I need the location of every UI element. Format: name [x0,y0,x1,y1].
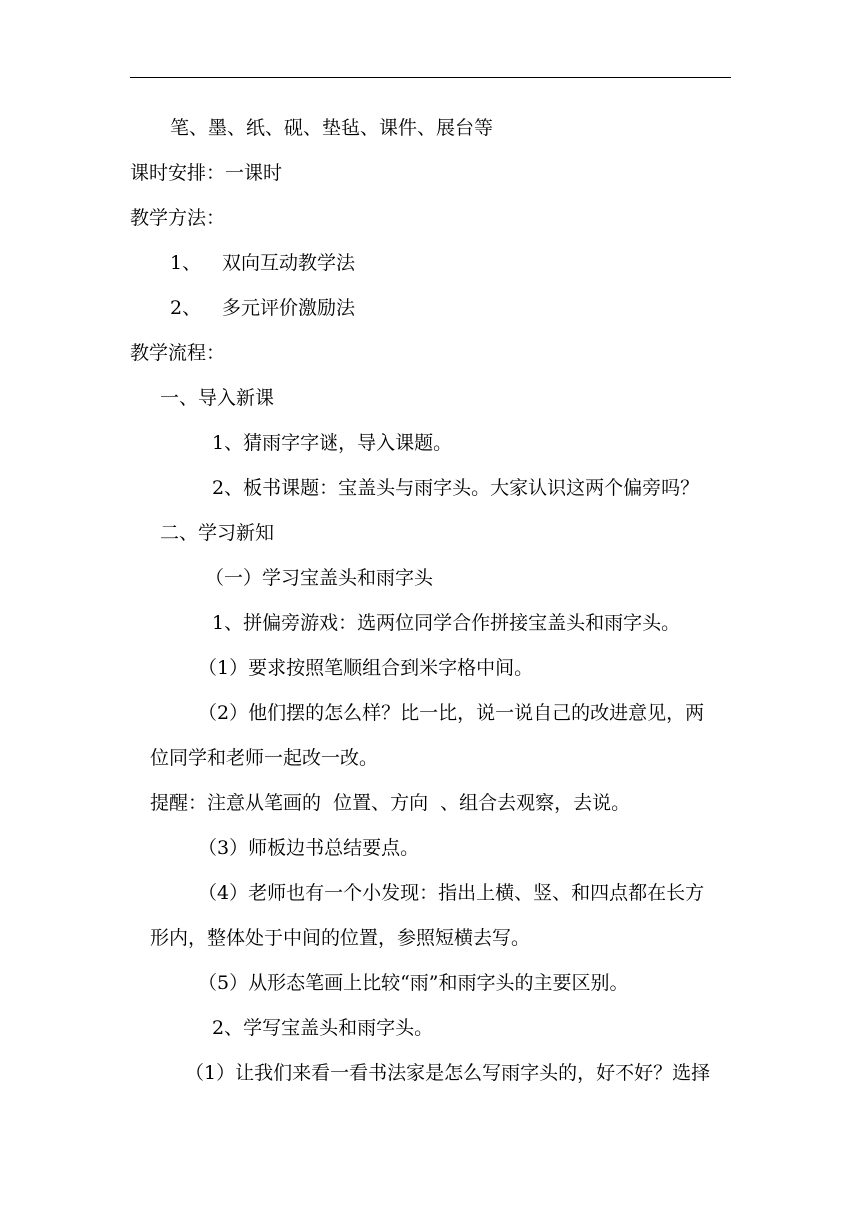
method-item [170,250,355,276]
process-heading: 教学流程： [130,342,226,364]
header-rule [130,77,731,78]
tip-line: 提醒：注意从笔画的 位置、方向 、组合去观察，去说。 [150,792,631,814]
section-heading: 二、学习新知 [160,522,275,544]
paragraph: 2、板书课题：宝盖头与雨字头。大家认识这两个偏旁吗？ [212,477,700,499]
section-heading: 一、导入新课 [160,387,275,409]
paragraph: 1、拼偏旁游戏：选两位同学合作拼接宝盖头和雨字头。 [212,612,681,634]
paragraph: （1）要求按照笔顺组合到米字格中间。 [198,657,534,679]
method-number: 2、 [170,297,202,319]
subsection-heading: （一）学习宝盖头和雨字头 [205,567,434,589]
paragraph: （1）让我们来看一看书法家是怎么写雨字头的，好不好？选择 [185,1062,711,1084]
materials-line: 笔、墨、纸、砚、垫毡、课件、展台等 [170,117,494,139]
paragraph: （5）从形态笔画上比较“雨”和雨字头的主要区别。 [198,972,629,994]
method-text: 多元评价激励法 [222,297,356,319]
method-heading: 教学方法： [130,207,226,229]
paragraph: （4）老师也有一个小发现：指出上横、竖、和四点都在长方 [198,882,705,904]
paragraph: 1、猜雨字字谜，导入课题。 [212,432,453,454]
paragraph-continuation: 形内，整体处于中间的位置，参照短横去写。 [150,927,531,949]
paragraph: 2、学写宝盖头和雨字头。 [212,1017,434,1039]
paragraph: （2）他们摆的怎么样？比一比，说一说自己的改进意见，两 [198,702,705,724]
schedule-line: 课时安排：一课时 [130,162,283,184]
paragraph-continuation: 位同学和老师一起改一改。 [150,747,379,769]
method-text: 双向互动教学法 [222,252,356,274]
method-item [170,295,355,321]
method-number: 1、 [170,252,202,274]
paragraph: （3）师板边书总结要点。 [198,837,420,859]
